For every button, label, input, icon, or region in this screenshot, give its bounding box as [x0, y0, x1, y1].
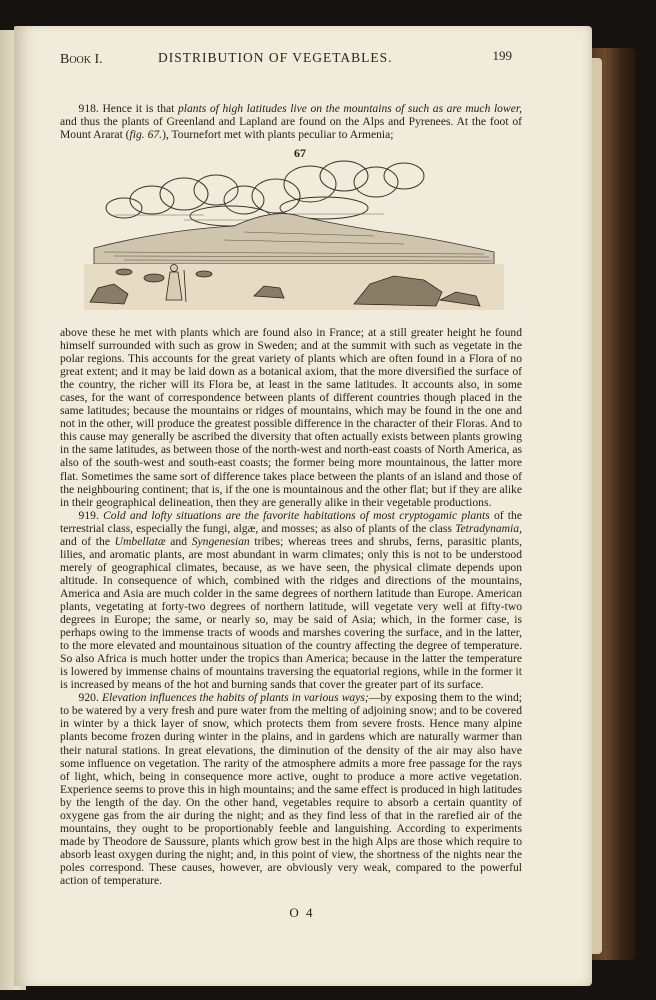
para-text: and thus the plants of Greenland and Lapland are found on the Alps and Pyrenees. At the foot of Mount Ararat ( [60, 115, 522, 142]
figure-label: 67 [294, 146, 306, 160]
para-italic: Elevation influences the habits of plants in various ways; [101, 691, 369, 705]
para-italic: plants of high latitudes live on the mountains of such as are much lower, [177, 102, 522, 115]
signature-mark: O 4 [289, 905, 315, 920]
ground-plain [84, 264, 504, 310]
para-text: tribes; whereas trees and shrubs, ferns, parasitic plants, lilies, and aromatic plants, are most abundant in warm climates; only this is not to be understood merely of geographical climates, because, as we have seen, the physical climate depends upon altitude. In consequence of which, combined with the ridges and directions of the mountains, America and Asia are much colder in the same degrees of northern latitude than Europe. American plants, vegetating at forty-two degrees of northern latitude, will vegetate very well at fifty-two degrees in Europe; the same, or nearly so, may be said of Asia; which, in the former case, is perhaps owing to the immense tracts of woods and marshes covering the surface, and in the latter, to the more elevated and mountainous situation of the country affecting the degree of temperature. So also Africa is much hotter under the tropics than America; because in the latter the temperature is lowered by immense chains of mountains traversing the equatorial regions, while in the former it is increased by means of the hot and burning sands that cover the greater part of its surface. [60, 534, 522, 692]
para-italic: Syngenesian [191, 534, 250, 548]
header-book-label: Book I. [60, 52, 103, 67]
para-text: above these he met with plants which are found also in France; at a still greater height he found himself surrounded with such as grow in Sweden; and at the summit with such as vegetate in the polar regions. This accounts for the great variety of plants which are often found in a Flora of no great extent; and it may be laid down as a botanical axiom, that the more diversified the surface of the country, the richer will its Flora be, at least in the same latitudes. It accounts also, in some cases, for the want of correspondence between plants of different countries though placed in the same latitudes; because the mountains or ridges of mountains, which may be found in the one and not in the other, will produce the greatest possible difference in the character of their Floras. And to this cause may generally be ascribed the diversity that often actually exists between plants growing in the same latitudes, as between those of the north-west and north-east coasts of North America, as also of the south-west and south-east coasts; the former being more mountainous, the latter more flat. Sometimes the same sort of difference takes place between the plants of an island and those of the neighbouring continent; that is, if the one is mountainous and the other flat; but if they are alike in their geographical delineation, then they are generally alike in their vegetable productions. [60, 326, 522, 509]
header-title: DISTRIBUTION OF VEGETABLES. [158, 50, 393, 65]
para-number: 919. [78, 508, 99, 522]
cloud-shading [114, 214, 384, 220]
para-text: Hence it is that [102, 102, 175, 115]
paragraph-918 [60, 102, 522, 141]
para-number: 918. [78, 102, 99, 115]
para-text: of the terrestrial class, especially the fungi, algæ, and mosses; as also of plants of the class [60, 508, 522, 535]
para-italic: Cold and lofty situations are the favorite habitations of most cryptogamic plants [103, 508, 490, 522]
para-italic: Tetradynamia [455, 521, 520, 535]
para-number: 920. [78, 691, 99, 705]
figure-reference: fig. 67. [129, 128, 163, 142]
page-number: 199 [492, 48, 512, 63]
paragraph-918-continued [60, 326, 522, 887]
para-text: ), Tournefort met with plants peculiar to Armenia; [162, 128, 394, 142]
para-text: and [170, 534, 188, 548]
para-text: , and of the [60, 521, 522, 548]
paragraph-920 [60, 691, 522, 887]
mount-ararat-engraving [84, 160, 504, 310]
running-header [60, 48, 512, 68]
para-text: —by exposing them to the wind; to be watered by a very fresh and pure water from the melting of adjoining snow; and to be covered in winter by a thick layer of snow, which protects them from severe frosts. Hence many alpine plants become frozen during winter in the plains, and in gardens which are naturally warmer than their natural stations. In great elevations, the diminution of the density of the air may also have some influence on vegetation. The rarity of the atmosphere admits a more free passage for the rays of light, which, being in consequence more active, ought to produce a more active vegetation. Experience seems to prove this in high mountains; and the same effect is produced in high latitudes by the length of the day. On the other hand, vegetables require to absorb a certain quantity of oxygene gas from the air during the night; and as they find less of that in the rarefied air of the mountains, they ought to be proportionably feeble and languishing. According to experiments made by Theodore de Saussure, plants which grow best in the high Alps are those which require to absorb least oxygen during the night; and, in this point of view, the shortness of the nights near the poles correspond. These causes, however, are obviously very weak, compared to the powerful action of temperature. [60, 691, 522, 887]
paragraph-919 [60, 509, 522, 692]
para-italic: Umbellatæ [114, 534, 166, 548]
